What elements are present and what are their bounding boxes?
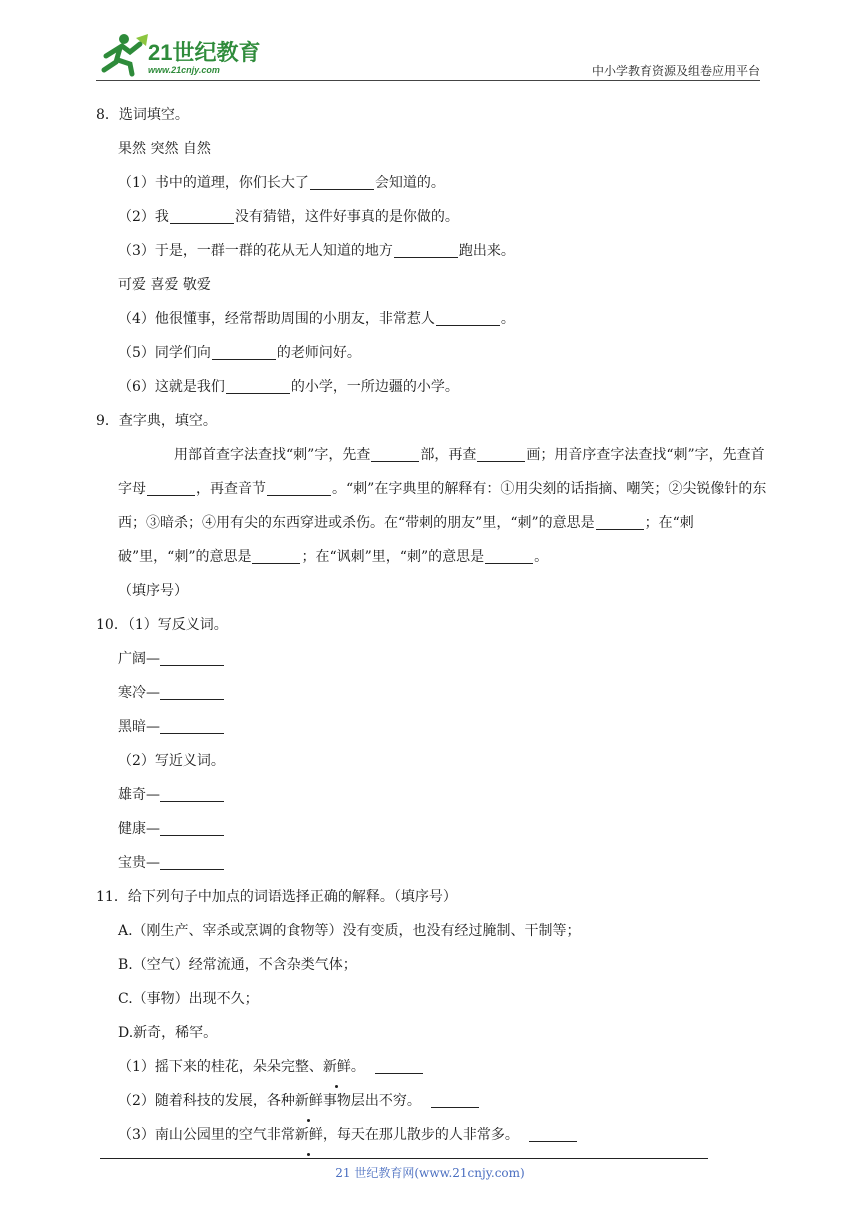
answer-blank[interactable] bbox=[147, 479, 195, 496]
runner-icon bbox=[104, 34, 148, 74]
header-divider bbox=[96, 80, 760, 81]
q8-sentence-3: （3）于是，一群一群的花从无人知道的地方 跑出来。 bbox=[118, 243, 515, 259]
synonym-3: 宝贵— bbox=[96, 846, 776, 880]
q10-subtitle-2: （2）写近义词。 bbox=[118, 753, 225, 769]
answer-blank[interactable] bbox=[267, 479, 331, 496]
svg-text:21世纪教育: 21世纪教育 bbox=[148, 40, 261, 65]
option-c: C.（事物）出现不久； bbox=[118, 991, 259, 1007]
q9-title: 9．查字典，填空。 bbox=[96, 413, 217, 429]
site-logo bbox=[96, 30, 266, 78]
q8-sentence-5: （5）同学们向 的老师问好。 bbox=[118, 345, 361, 361]
answer-blank[interactable] bbox=[375, 1057, 423, 1074]
antonym-1: 广阔— bbox=[96, 642, 776, 676]
dotted-word: 新鲜 bbox=[295, 1118, 323, 1152]
footer-text: 21 世纪教育网(www.21cnjy.com) bbox=[335, 1166, 525, 1180]
q11-sentence-1: （1）摇下来的桂花，朵朵完整、新鲜。 bbox=[96, 1050, 776, 1084]
answer-blank[interactable] bbox=[431, 1091, 479, 1108]
exercise-content bbox=[96, 98, 776, 1152]
answer-blank[interactable] bbox=[160, 683, 224, 700]
answer-blank[interactable] bbox=[170, 207, 234, 224]
q11-sentence-2: （2）随着科技的发展，各种新鲜事物层出不穷。 bbox=[96, 1084, 776, 1118]
answer-blank[interactable] bbox=[477, 445, 525, 462]
answer-blank[interactable] bbox=[160, 819, 224, 836]
answer-blank[interactable] bbox=[160, 717, 224, 734]
answer-blank[interactable] bbox=[371, 445, 419, 462]
answer-blank[interactable] bbox=[212, 343, 276, 360]
dotted-word: 新鲜 bbox=[295, 1084, 323, 1118]
antonym-2: 寒冷— bbox=[96, 676, 776, 710]
answer-blank[interactable] bbox=[310, 173, 374, 190]
svg-text:www.21cnjy.com: www.21cnjy.com bbox=[148, 65, 220, 75]
answer-blank[interactable] bbox=[394, 241, 458, 258]
option-a: A.（刚生产、宰杀或烹调的食物等）没有变质，也没有经过腌制、干制等； bbox=[118, 923, 581, 939]
q8-sentence-6: （6）这就是我们 的小学，一所边疆的小学。 bbox=[118, 379, 459, 395]
q8-sentence-1: （1）书中的道理，你们长大了 会知道的。 bbox=[118, 175, 445, 191]
answer-blank[interactable] bbox=[529, 1125, 577, 1142]
q10-title: 10．（1）写反义词。 bbox=[96, 617, 228, 633]
synonym-2: 健康— bbox=[96, 812, 776, 846]
platform-name: 中小学教育资源及组卷应用平台 bbox=[591, 64, 760, 78]
answer-blank[interactable] bbox=[596, 513, 644, 530]
q9-paragraph: 用部首查字法查找“刺”字，先查 部，再查 画；用音序查字法查找“刺”字，先查首字母 ，再查音节 。“刺”在字典里的解释有：①用尖刻的话指摘、嘲笑；②尖锐像针的东西；③暗杀；④用有尖的东西穿进或杀伤。在“带刺的朋友”里，“刺”的意思是 ；在“刺破”里，“刺”的意思是 ；在“讽刺”里，“刺”的意思是 。 （填序号） bbox=[118, 447, 767, 599]
synonym-1: 雄奇— bbox=[96, 778, 776, 812]
option-b: B.（空气）经常流通，不含杂类气体； bbox=[118, 957, 357, 973]
answer-blank[interactable] bbox=[160, 853, 224, 870]
q8-word-group-2: 可爱 喜爱 敬爱 bbox=[118, 277, 211, 293]
page-header bbox=[96, 30, 760, 80]
q8-word-group-1: 果然 突然 自然 bbox=[118, 141, 211, 157]
option-d: D.新奇，稀罕。 bbox=[118, 1025, 218, 1041]
answer-blank[interactable] bbox=[226, 377, 290, 394]
answer-blank[interactable] bbox=[436, 309, 500, 326]
q8-title: 8．选词填空。 bbox=[96, 107, 189, 123]
antonym-3: 黑暗— bbox=[96, 710, 776, 744]
answer-blank[interactable] bbox=[485, 547, 533, 564]
answer-blank[interactable] bbox=[160, 649, 224, 666]
dotted-word: 新鲜 bbox=[323, 1050, 351, 1084]
q11-sentence-3: （3）南山公园里的空气非常新鲜，每天在那儿散步的人非常多。 bbox=[96, 1118, 776, 1152]
q11-title: 11．给下列句子中加点的词语选择正确的解释。（填序号） bbox=[96, 889, 457, 905]
footer-divider bbox=[100, 1158, 708, 1159]
answer-blank[interactable] bbox=[160, 785, 224, 802]
q8-sentence-2: （2）我 没有猜错，这件好事真的是你做的。 bbox=[118, 209, 459, 225]
q8-sentence-4: （4）他很懂事，经常帮助周围的小朋友，非常惹人 。 bbox=[118, 311, 515, 327]
answer-blank[interactable] bbox=[252, 547, 300, 564]
